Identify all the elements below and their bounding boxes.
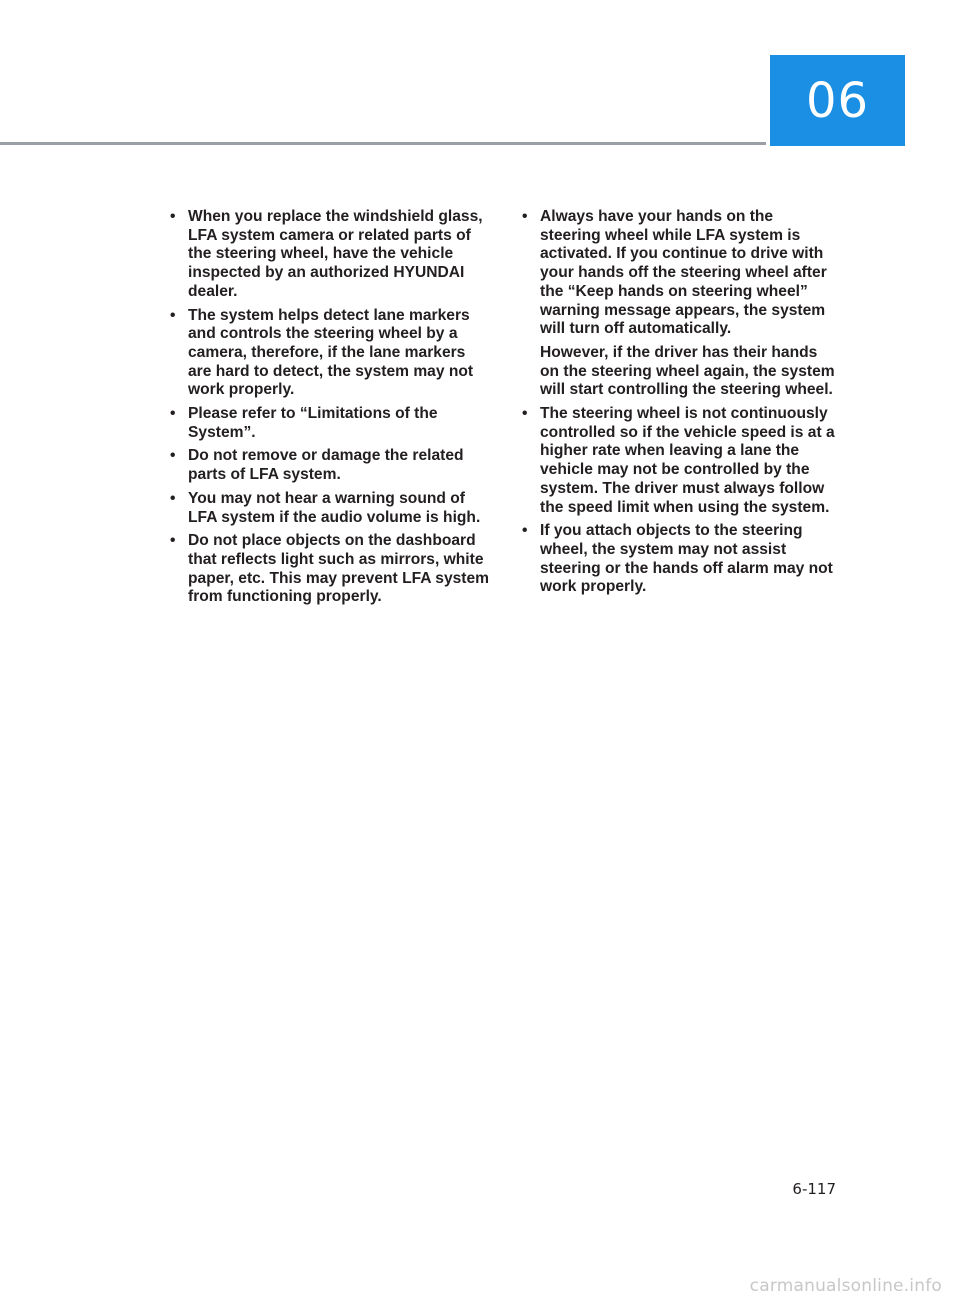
left-column: [166, 208, 492, 612]
bullet-icon: •: [522, 405, 528, 423]
list-item-text: Always have your hands on the steering wheel while LFA system is activated. If you continue to drive with your hands off the steering wheel after the “Keep hands on steering wheel” warning message appears, the system will turn off automatically.: [540, 208, 827, 338]
list-item-text: Do not remove or damage the related parts of LFA system.: [188, 447, 464, 484]
list-item: [166, 490, 492, 527]
list-item: [518, 405, 836, 517]
list-item: [166, 405, 492, 442]
bullet-icon: •: [170, 489, 176, 507]
watermark: carmanualsonline.info: [749, 1276, 942, 1296]
list-item: [518, 522, 836, 597]
list-item-text: You may not hear a warning sound of LFA system if the audio volume is high.: [188, 489, 481, 526]
list-item-continuation: However, if the driver has their hands on the steering wheel again, the system will start controlling the steering wheel.: [540, 343, 835, 399]
right-bullet-list: [518, 208, 836, 597]
list-item: [166, 208, 492, 302]
list-item: [166, 532, 492, 607]
list-item: [166, 307, 492, 401]
list-item: [518, 208, 836, 400]
bullet-icon: •: [170, 306, 176, 324]
header-divider: [0, 142, 766, 145]
list-item-text: The system helps detect lane markers and controls the steering wheel by a camera, therefore, if the lane markers are hard to detect, the system may not work properly.: [188, 306, 474, 399]
bullet-icon: •: [170, 405, 176, 423]
chapter-tab: [770, 55, 905, 146]
list-item-text: When you replace the windshield glass, LFA system camera or related parts of the steering wheel, have the vehicle inspected by an authorized HYUNDAI dealer.: [188, 208, 483, 300]
list-item-text: Do not place objects on the dashboard that reflects light such as mirrors, white paper, etc. This may prevent LFA system from functioning properly.: [188, 532, 490, 606]
bullet-icon: •: [170, 532, 176, 550]
bullet-icon: •: [170, 208, 176, 225]
list-item-text: The steering wheel is not continuously controlled so if the vehicle speed is at a higher rate when leaving a lane the vehicle may not be controlled by the system. The driver must always follow the speed limit when using the system.: [540, 405, 835, 516]
right-column: [518, 208, 836, 602]
chapter-number: 06: [805, 72, 870, 129]
bullet-icon: •: [522, 522, 528, 540]
list-item: [166, 447, 492, 484]
list-item-text: If you attach objects to the steering wheel, the system may not assist steering or the hands off alarm may not work properly.: [540, 522, 833, 596]
bullet-icon: •: [170, 447, 176, 465]
left-bullet-list: [166, 208, 492, 607]
page-number: 6-117: [792, 1180, 836, 1198]
list-item-text: Please refer to “Limitations of the System”.: [188, 405, 438, 441]
bullet-icon: •: [522, 208, 528, 225]
